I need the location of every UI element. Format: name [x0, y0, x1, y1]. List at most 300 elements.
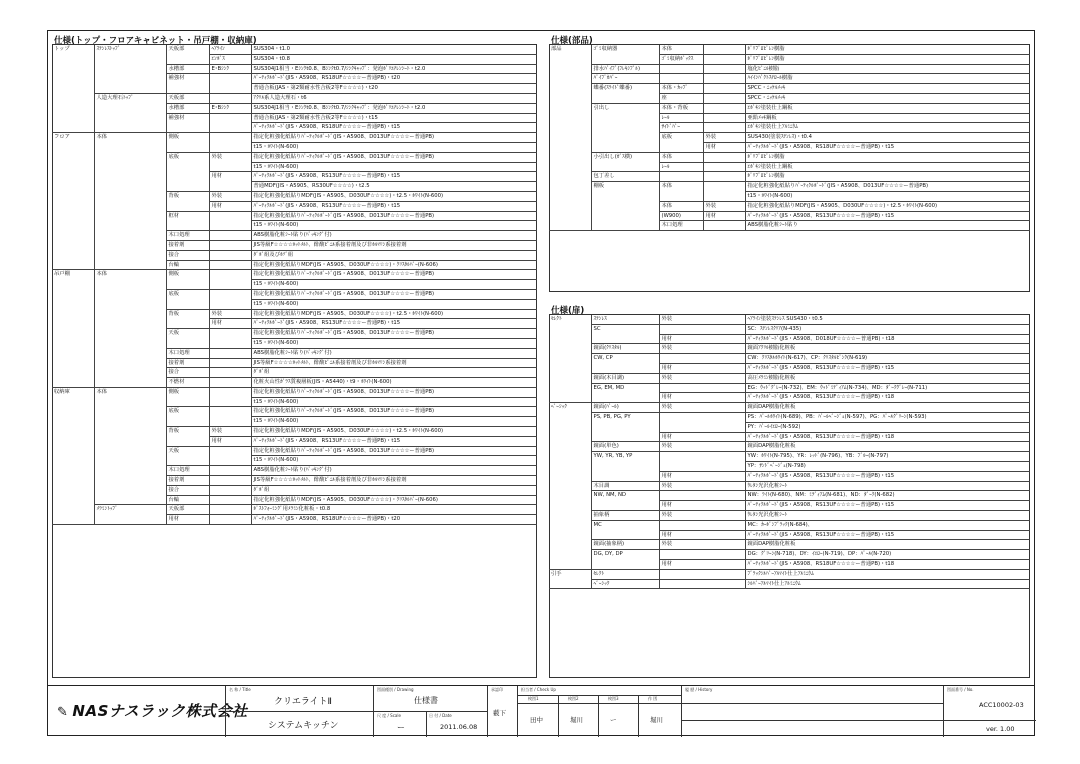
left-row: [52, 485, 537, 495]
left-row: [52, 93, 537, 103]
left-cell: 本体: [94, 133, 166, 143]
left-cell: ﾒﾗﾐﾝﾄｯﾌﾟ: [94, 505, 166, 515]
left-cell: SUS304・t0.8: [251, 54, 537, 64]
parts-cell: [703, 45, 745, 54]
parts-cell: [659, 142, 703, 152]
left-cell: [52, 142, 94, 152]
parts-row: [549, 123, 1030, 133]
left-cell: [209, 485, 251, 495]
parts-cell: (W900): [659, 211, 703, 221]
doors-cell: [591, 501, 659, 511]
doors-cell: [549, 550, 591, 560]
doors-cell: [591, 393, 659, 403]
parts-cell: [549, 201, 591, 211]
left-cell: ﾀﾞﾎﾞ組: [251, 368, 537, 378]
parts-cell: 木口処理: [659, 221, 703, 231]
parts-row: [549, 211, 1030, 221]
doors-cell: ﾊﾟｰﾃｨｸﾙﾎﾞｰﾄﾞ(JIS・A5908、D018UF☆☆☆☆ー普通PB)・t18: [745, 334, 1030, 344]
left-cell: [94, 348, 166, 358]
doors-row: [549, 344, 1030, 354]
left-cell: [166, 221, 209, 231]
doors-row: [549, 383, 1030, 393]
left-cell: [166, 172, 209, 182]
parts-row: [549, 162, 1030, 172]
left-cell: [52, 476, 94, 486]
left-cell: [209, 74, 251, 84]
left-row: [52, 74, 537, 84]
doors-row: [549, 442, 1030, 452]
left-cell: [209, 133, 251, 143]
left-cell: ﾊﾟｰﾃｨｸﾙﾎﾞｰﾄﾞ(JIS・A5908、RS18UF☆☆☆☆ー普通PB)・t15: [251, 123, 537, 133]
parts-cell: ﾚｰﾙ: [659, 113, 703, 123]
parts-cell: ﾎﾟﾘﾌﾟﾛﾋﾟﾚﾝ樹脂: [745, 45, 1030, 54]
doors-row: [549, 540, 1030, 550]
left-cell: ﾀﾞﾎﾞ組及びﾎｿﾞ組: [251, 250, 537, 260]
doors-row: [549, 315, 1030, 324]
left-row: [52, 368, 537, 378]
left-cell: 天板部: [166, 93, 209, 103]
left-cell: 指定化粧強化紙貼りﾊﾟｰﾃｨｸﾙﾎﾞｰﾄﾞ(JIS・A5908、D013UF☆☆☆☆ー普通PB): [251, 329, 537, 339]
left-cell: 化粧火山性ｶﾞﾗｽ質複層板(JIS・A5440)・t9・ﾎﾜｲﾄ(N-600): [251, 378, 537, 388]
parts-cell: [549, 84, 591, 94]
left-cell: [94, 84, 166, 94]
title-caption: 名 称 / Title: [229, 687, 251, 692]
left-cell: [209, 299, 251, 309]
doors-cell: YW：ﾎﾜｲﾄ(N-795)、YR：ﾚｯﾄﾞ(N-796)、YB：ﾌﾞﾙｰ(N-797): [745, 452, 1030, 462]
doors-cell: 用材: [659, 501, 745, 511]
doors-cell: 鏡面(木目調): [591, 373, 659, 383]
left-cell: [94, 299, 166, 309]
left-cell: 水槽部: [166, 64, 209, 74]
doors-cell: [659, 491, 745, 501]
left-cell: t15・ﾎﾜｲﾄ(N-600): [251, 280, 537, 290]
left-cell: [52, 407, 94, 417]
doors-cell: ﾍﾞｰｼｯｸ: [551, 404, 567, 411]
left-row: [52, 64, 537, 74]
doors-cell: 外装: [659, 403, 745, 413]
left-cell: [52, 358, 94, 368]
left-cell: 木口処理: [166, 466, 209, 476]
left-cell: [166, 201, 209, 211]
parts-cell: ﾊﾟｰﾃｨｸﾙﾎﾞｰﾄﾞ(JIS・A5908、RS18UF☆☆☆☆ー普通PB)・t15: [745, 142, 1030, 152]
parts-cell: [549, 162, 591, 172]
left-cell: [94, 378, 166, 388]
parts-cell: SPCC・ﾆｯｹﾙﾒｯｷ: [745, 84, 1030, 94]
check-label: 作 図: [648, 696, 658, 701]
check-value: 堀川: [570, 716, 583, 724]
parts-section-title: 仕様(部品): [551, 36, 593, 46]
left-cell: 人造大理石ﾄｯﾌﾟ: [94, 93, 166, 103]
left-cell: 接着剤: [166, 476, 209, 486]
left-row: [52, 172, 537, 182]
left-cell: [209, 446, 251, 456]
doors-cell: ｾﾚｸﾄ: [551, 316, 562, 322]
parts-cell: ｴﾎﾟｷｼ塗装仕上鋼板: [745, 103, 1030, 113]
left-cell: ABS樹脂化粧ｼｰﾄ貼り(ﾊﾟｯｷﾝｸﾞ付): [251, 348, 537, 358]
left-cell: [52, 162, 94, 172]
left-cell: [52, 338, 94, 348]
left-row: [52, 152, 537, 162]
drawing-cell: [373, 686, 487, 737]
left-cell: 指定化粧強化紙貼りﾊﾟｰﾃｨｸﾙﾎﾞｰﾄﾞ(JIS・A5908、D013UF☆☆☆☆ー普通PB): [251, 446, 537, 456]
parts-cell: 指定化粧強化紙貼りMDF(JIS・A5905、D030UF☆☆☆☆)・t2.5・ﾎﾜｲﾄ(N-600): [745, 201, 1030, 211]
parts-cell: t15・ﾎﾜｲﾄ(N-600): [745, 191, 1030, 201]
left-cell: [94, 54, 166, 64]
parts-cell: 本体: [659, 201, 703, 211]
left-cell: [94, 427, 166, 437]
doors-cell: [549, 324, 591, 334]
parts-cell: SUS430(塗装ｽﾃﾝﾚｽ)・t0.4: [745, 133, 1030, 143]
doors-cell: [549, 520, 591, 530]
product-name: クリエライトⅡ: [274, 697, 332, 707]
parts-row: [549, 142, 1030, 152]
left-cell: 吊戸棚: [54, 271, 70, 278]
left-row: [52, 221, 537, 231]
doors-cell: 用材: [659, 363, 745, 373]
doors-row: [549, 403, 1030, 413]
left-cell: [209, 231, 251, 241]
left-cell: t15・ﾎﾜｲﾄ(N-600): [251, 338, 537, 348]
parts-cell: [549, 133, 591, 143]
history-cell: [681, 686, 943, 737]
left-cell: ﾊﾟｰﾃｨｸﾙﾎﾞｰﾄﾞ(JIS・A5908、RS18UF☆☆☆☆ー普通PB)・t20: [251, 515, 537, 525]
doors-cell: [591, 461, 659, 471]
left-cell: [209, 456, 251, 466]
parts-row: [549, 172, 1030, 182]
left-cell: [209, 260, 251, 270]
parts-cell: [591, 191, 659, 201]
left-cell: [166, 162, 209, 172]
left-cell: [52, 250, 94, 260]
parts-cell: ﾊｲｲﾝﾊﾟｸﾄｽﾁﾛｰﾙ樹脂: [745, 74, 1030, 84]
left-cell: [209, 280, 251, 290]
doors-cell: ｽﾃﾝﾚｽ: [591, 315, 659, 324]
doors-cell: [659, 324, 745, 334]
parts-cell: [703, 54, 745, 64]
left-cell: [94, 103, 166, 113]
left-row: [52, 446, 537, 456]
date-caption: 日 付 / Date: [429, 713, 452, 718]
left-cell: [209, 476, 251, 486]
doors-cell: [549, 540, 591, 550]
left-cell: フロア: [54, 134, 70, 141]
left-cell: E･Bｼﾝｸ: [209, 64, 251, 74]
left-cell: [209, 515, 251, 525]
doors-cell: CW, CP: [591, 354, 659, 364]
left-cell: 台輪: [166, 260, 209, 270]
left-cell: 指定化粧強化紙貼りMDF(JIS・A5905、D030UF☆☆☆☆)・ｸﾘｽﾀﾙﾊﾞｰ(N-606): [251, 260, 537, 270]
title-cell: [225, 686, 373, 737]
parts-cell: [591, 201, 659, 211]
left-cell: ﾀﾞﾎﾞ組: [251, 485, 537, 495]
parts-cell: [549, 113, 591, 123]
doors-row: [549, 452, 1030, 462]
left-cell: [52, 378, 94, 388]
left-cell: 指定化粧強化紙貼りMDF(JIS・A5905、D030UF☆☆☆☆)・ｸﾘｽﾀﾙﾊﾞｰ(N-606): [251, 495, 537, 505]
left-cell: 補強材: [166, 113, 209, 123]
left-cell: [52, 348, 94, 358]
left-row: [52, 358, 537, 368]
left-cell: 接着剤: [166, 358, 209, 368]
left-cell: [166, 456, 209, 466]
doors-row: [549, 569, 1030, 579]
left-cell: 用材: [166, 515, 209, 525]
parts-cell: ﾊﾟｰﾃｨｸﾙﾎﾞｰﾄﾞ(JIS・A5908、RS13UF☆☆☆☆ー普通PB)・t15: [745, 211, 1030, 221]
parts-cell: [703, 64, 745, 74]
doors-cell: 引手: [551, 570, 562, 577]
left-cell: [94, 201, 166, 211]
left-cell: トップ: [54, 46, 70, 52]
left-row: [52, 54, 537, 64]
doors-row: [549, 373, 1030, 383]
left-cell: [52, 182, 94, 192]
left-cell: SUS304・t1.0: [251, 45, 537, 54]
drawing-caption: 図面種別 / Drawing: [377, 687, 414, 692]
left-cell: [94, 417, 166, 427]
doors-cell: SC: [591, 324, 659, 334]
doors-cell: 用材: [659, 432, 745, 442]
left-cell: [209, 397, 251, 407]
doors-cell: DG：ｸﾞﾘｰﾝ(N-718)、DY：ｲｴﾛｰ(N-719)、DP：ﾊﾟｰﾙ(N-720): [745, 550, 1030, 560]
parts-cell: [659, 64, 703, 74]
doors-cell: [549, 363, 591, 373]
left-cell: [52, 201, 94, 211]
check-caption: 担当者 / Check Up: [521, 687, 556, 692]
parts-cell: [659, 191, 703, 201]
parts-cell: [549, 123, 591, 133]
parts-cell: [549, 93, 591, 103]
left-cell: 不燃材: [166, 378, 209, 388]
left-row: [52, 387, 537, 397]
approval-value: 藪下: [493, 709, 506, 717]
left-cell: [94, 142, 166, 152]
left-cell: 用材: [209, 436, 251, 446]
left-cell: [209, 329, 251, 339]
left-cell: 外装: [209, 309, 251, 319]
left-cell: [209, 240, 251, 250]
left-cell: [52, 221, 94, 231]
left-cell: 本体: [94, 387, 166, 397]
doors-cell: MC：ｶｰﾎﾞﾝﾌﾞﾗｯｸ(N-684)、: [745, 520, 1030, 530]
date-value: 2011.06.08: [440, 723, 478, 731]
left-cell: [209, 289, 251, 299]
company-logo: [57, 700, 247, 721]
left-cell: [52, 103, 94, 113]
left-cell: [94, 485, 166, 495]
left-cell: 外装: [209, 427, 251, 437]
parts-cell: [549, 221, 591, 231]
parts-cell: ﾎﾟﾘﾌﾟﾛﾋﾟﾚﾝ樹脂: [745, 152, 1030, 162]
approval-cell: [487, 686, 517, 737]
doors-cell: 鏡面(ｸﾘｽﾀﾙ): [591, 344, 659, 354]
left-section-title: 仕様(トップ・フロアキャビネット・吊戸棚・収納庫): [54, 36, 257, 46]
left-row: [52, 417, 537, 427]
left-row: [52, 201, 537, 211]
parts-cell: 塩化ﾋﾞﾆﾙ樹脂: [745, 64, 1030, 74]
left-spec-table: [52, 45, 537, 525]
left-cell: [209, 417, 251, 427]
left-cell: ﾊﾟｰﾃｨｸﾙﾎﾞｰﾄﾞ(JIS・A5908、RS13UF☆☆☆☆ー普通PB)・t15: [251, 436, 537, 446]
parts-row: [549, 84, 1030, 94]
parts-cell: ﾎﾟﾘﾌﾟﾛﾋﾟﾚﾝ樹脂: [745, 172, 1030, 182]
parts-cell: [549, 152, 591, 162]
left-cell: [52, 397, 94, 407]
parts-cell: ｴﾎﾟｷｼ塗装仕上鋼板: [745, 162, 1030, 172]
left-cell: 指定化粧強化紙貼りﾊﾟｰﾃｨｸﾙﾎﾞｰﾄﾞ(JIS・A5908、D013UF☆☆☆☆ー普通PB): [251, 289, 537, 299]
left-cell: [94, 466, 166, 476]
left-row: [52, 338, 537, 348]
left-cell: [94, 368, 166, 378]
doors-row: [549, 481, 1030, 491]
left-cell: [166, 280, 209, 290]
left-cell: 台輪: [166, 495, 209, 505]
parts-cell: [549, 182, 591, 192]
doors-cell: 用材: [659, 334, 745, 344]
left-cell: 框材: [166, 211, 209, 221]
left-cell: JIS等級F☆☆☆☆ﾎｯﾄﾒﾙﾄ、酢酸ﾋﾞﾆﾙ系接着剤及び非ﾎﾙﾏﾘﾝ系接着剤: [251, 358, 537, 368]
doors-cell: NW：ﾗｲﾄ(N-680)、NM：ﾐﾃﾞｨｱﾑ(N-681)、ND：ﾀﾞｰｸ(N-682): [745, 491, 1030, 501]
doors-cell: [591, 432, 659, 442]
left-cell: [94, 64, 166, 74]
doors-cell: [549, 373, 591, 383]
left-cell: 水槽部: [166, 103, 209, 113]
left-row: [52, 289, 537, 299]
doors-row: [549, 471, 1030, 481]
doors-cell: EG：ｳｯﾄﾞｸﾞﾚｰ(N-732)、EM：ｳｯﾄﾞﾐﾃﾞｨｱﾑ(N-734)、MD：ﾀﾞｰｸｸﾞﾚｰ(N-711): [745, 383, 1030, 393]
doors-cell: ﾊﾟｰﾃｨｸﾙﾎﾞｰﾄﾞ(JIS・A5908、RS13UF☆☆☆☆ー普通PB)・t18: [745, 432, 1030, 442]
left-cell: [209, 84, 251, 94]
parts-cell: [703, 123, 745, 133]
left-cell: [166, 338, 209, 348]
doors-row: [549, 530, 1030, 540]
left-row: [52, 515, 537, 525]
left-cell: [94, 123, 166, 133]
left-cell: [209, 250, 251, 260]
left-cell: [52, 240, 94, 250]
left-cell: [209, 505, 251, 515]
doors-cell: ﾌﾞﾗｯｸｼﾙﾊﾞｰｱﾙﾏｲﾄ仕上ｱﾙﾐﾆｳﾑ: [745, 569, 1030, 579]
parts-cell: [591, 221, 659, 231]
doors-cell: ﾊﾟｰﾃｨｸﾙﾎﾞｰﾄﾞ(JIS・A5908、RS13UF☆☆☆☆ー普通PB)・t18: [745, 393, 1030, 403]
left-cell: JIS等級F☆☆☆☆ﾎｯﾄﾒﾙﾄ、酢酸ﾋﾞﾆﾙ系接着剤及び非ﾎﾙﾏﾘﾝ系接着剤: [251, 476, 537, 486]
doors-cell: 用材: [659, 559, 745, 569]
left-row: [52, 260, 537, 270]
parts-cell: [703, 172, 745, 182]
version: ver. 1.00: [986, 725, 1015, 733]
left-cell: 側板: [166, 270, 209, 280]
left-cell: ｽﾃﾝﾚｽﾄｯﾌﾟ: [94, 45, 166, 54]
doors-cell: 用材: [659, 471, 745, 481]
doors-cell: 鏡面DAP樹脂化粧板: [745, 403, 1030, 413]
doors-cell: 外装: [659, 481, 745, 491]
parts-cell: ABS樹脂化粧ｼｰﾄ貼り: [745, 221, 1030, 231]
left-cell: [209, 495, 251, 505]
parts-cell: 座: [659, 93, 703, 103]
doors-cell: ﾍｱﾗｲﾝ塗装ｽﾃﾝﾚｽ SUS430・t0.5: [745, 315, 1030, 324]
left-cell: ﾊﾟｰﾃｨｸﾙﾎﾞｰﾄﾞ(JIS・A5908、RS13UF☆☆☆☆ー普通PB)・t15: [251, 201, 537, 211]
left-cell: [166, 54, 209, 64]
doors-cell: [549, 422, 591, 432]
parts-row: [549, 221, 1030, 231]
doors-row: [549, 550, 1030, 560]
left-cell: t15・ﾎﾜｲﾄ(N-600): [251, 397, 537, 407]
left-cell: [94, 172, 166, 182]
left-cell: ﾊﾟｰﾃｨｸﾙﾎﾞｰﾄﾞ(JIS・A5908、RS18UF☆☆☆☆ー普通PB)・t20: [251, 74, 537, 84]
left-cell: [209, 378, 251, 388]
check-label: 検図1: [528, 696, 539, 701]
left-row: [52, 427, 537, 437]
left-cell: [94, 338, 166, 348]
doors-spec-table: [549, 315, 1030, 589]
left-cell: [52, 231, 94, 241]
parts-cell: 外装: [703, 201, 745, 211]
doors-cell: [659, 354, 745, 364]
left-cell: ﾍｱﾗｲﾝ: [209, 45, 251, 54]
left-cell: [52, 280, 94, 290]
left-cell: 底板: [166, 289, 209, 299]
parts-cell: 外装: [703, 133, 745, 143]
left-cell: t15・ﾎﾜｲﾄ(N-600): [251, 417, 537, 427]
left-cell: [52, 319, 94, 329]
parts-cell: 排水ﾊﾟｲﾌﾟ(ﾌﾚｷｼﾌﾞﾙ): [591, 64, 659, 74]
left-cell: [166, 123, 209, 133]
left-cell: [52, 446, 94, 456]
scale-caption: 尺 度 / Scale: [377, 713, 401, 718]
doors-cell: CW：ｸﾘｽﾀﾙﾎﾜｲﾄ(N-617)、CP：ｸﾘｽﾀﾙﾋﾟﾝｸ(N-619): [745, 354, 1030, 364]
left-cell: [94, 162, 166, 172]
left-cell: [94, 74, 166, 84]
parts-cell: 底板: [659, 133, 703, 143]
left-cell: 指定化粧強化紙貼りﾊﾟｰﾃｨｸﾙﾎﾞｰﾄﾞ(JIS・A5908、D013UF☆☆☆☆ー普通PB): [251, 211, 537, 221]
left-cell: [166, 319, 209, 329]
left-cell: [209, 221, 251, 231]
left-row: [52, 378, 537, 388]
parts-row: [549, 64, 1030, 74]
left-cell: 指定化粧強化紙貼りﾊﾟｰﾃｨｸﾙﾎﾞｰﾄﾞ(JIS・A5908、D013UF☆☆☆☆ー普通PB): [251, 387, 537, 397]
left-row: [52, 407, 537, 417]
left-cell: [52, 368, 94, 378]
doors-cell: PS, PB, PG, PY: [591, 412, 659, 422]
doors-cell: 用材: [659, 393, 745, 403]
parts-cell: ﾎﾟﾘﾌﾟﾛﾋﾟﾚﾝ樹脂: [745, 54, 1030, 64]
parts-cell: [549, 74, 591, 84]
left-cell: [52, 505, 94, 515]
left-cell: SUS304J1相当・Eｼﾝｸt0.8、Bｼﾝｸt0.7/ｼﾝｸｷｬｯﾌﾟ：発泡ﾎﾟﾘｴﾁﾚﾝｼｰﾄ・t2.0: [251, 64, 537, 74]
left-row: [52, 84, 537, 94]
left-cell: [94, 515, 166, 525]
left-cell: 普通合板(JAS・第2類耐水性合板2等F☆☆☆☆)・t20: [251, 84, 537, 94]
left-cell: [52, 123, 94, 133]
left-cell: [209, 387, 251, 397]
left-cell: 天板: [166, 329, 209, 339]
parts-cell: [703, 84, 745, 94]
left-cell: [52, 113, 94, 123]
parts-cell: 用材: [703, 211, 745, 221]
left-cell: 用材: [209, 319, 251, 329]
left-cell: 用材: [209, 201, 251, 211]
left-cell: [209, 466, 251, 476]
parts-cell: 棚板: [591, 182, 659, 192]
doors-cell: [549, 452, 591, 462]
doors-cell: [591, 530, 659, 540]
parts-cell: 指定化粧強化紙貼りﾊﾟｰﾃｨｸﾙﾎﾞｰﾄﾞ(JIS・A5908、D013UF☆☆☆☆ー普通PB): [745, 182, 1030, 192]
parts-cell: [549, 64, 591, 74]
parts-cell: [659, 74, 703, 84]
parts-cell: 本体・ｶｯﾌﾟ: [659, 84, 703, 94]
doors-cell: [659, 579, 745, 589]
doors-cell: [549, 491, 591, 501]
left-cell: [166, 84, 209, 94]
